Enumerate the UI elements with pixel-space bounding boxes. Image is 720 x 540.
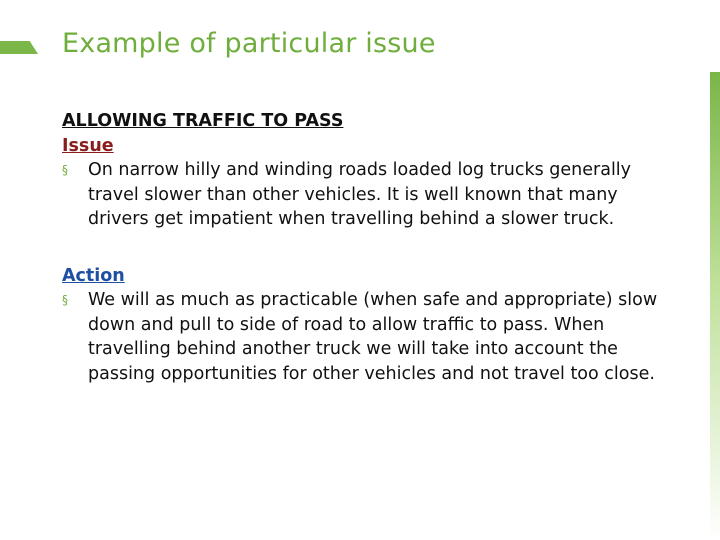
bullet-square-icon: § [62, 293, 68, 307]
action-bullet [62, 288, 672, 386]
slide-title: Example of particular issue [62, 28, 436, 59]
action-text: We will as much as practicable (when safe and appropriate) slow down and pull to side of road to allow traffic to pass. When travelling behind another truck we will take into account the passing opportunities for other vehicles and not travel too close. [88, 290, 658, 384]
slide-content [62, 109, 672, 386]
right-edge-stripe [710, 72, 720, 540]
action-label: Action [62, 265, 125, 286]
issue-label: Issue [62, 135, 114, 156]
issue-bullet [62, 158, 672, 232]
issue-text: On narrow hilly and winding roads loaded log trucks generally travel slower than other vehicles. It is well known that many drivers get impatient when travelling behind a slower truck. [88, 160, 632, 229]
title-accent-bar [0, 41, 38, 54]
section-heading: ALLOWING TRAFFIC TO PASS [62, 111, 344, 131]
bullet-square-icon: § [62, 163, 68, 177]
